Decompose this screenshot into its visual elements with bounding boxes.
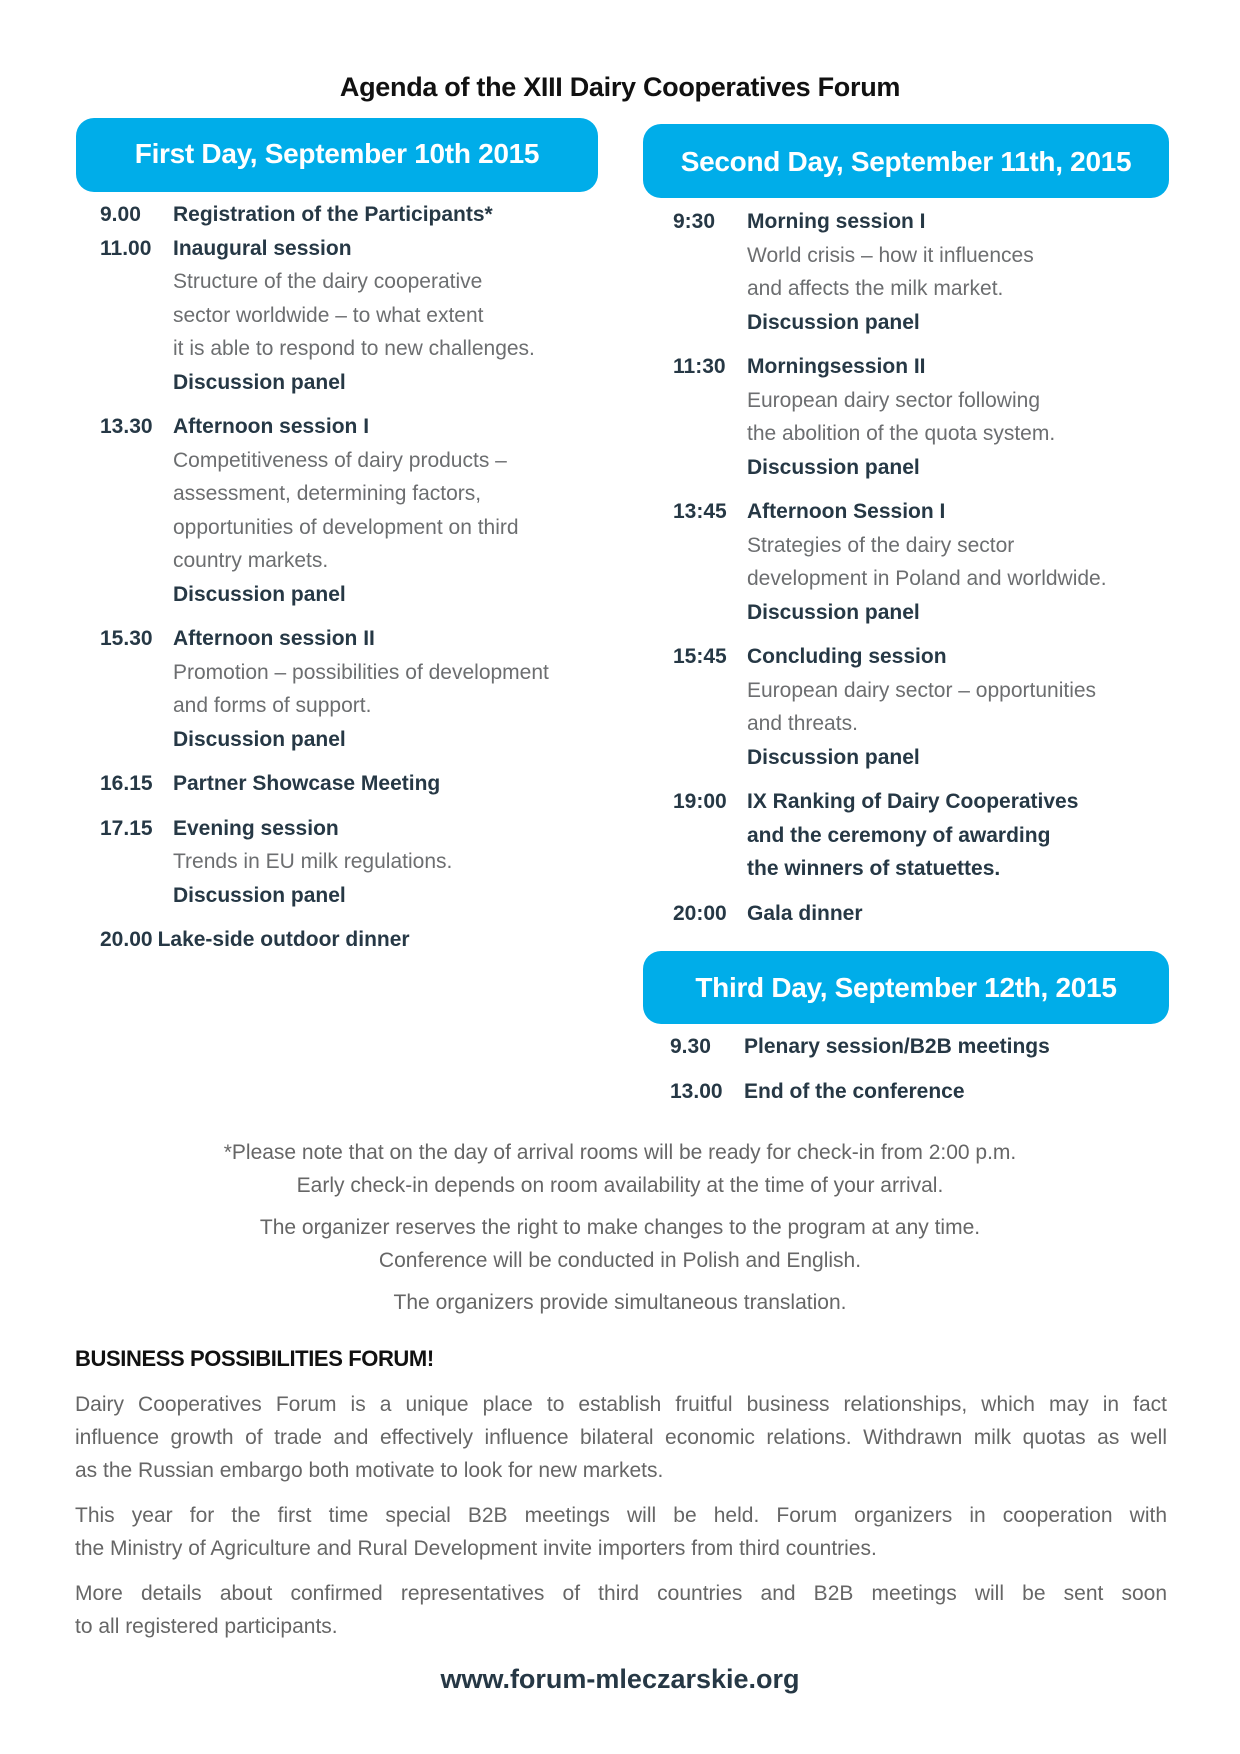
agenda-item <box>100 232 600 400</box>
third-day-agenda <box>670 1030 1170 1119</box>
session-description: sector worldwide – to what extent <box>173 303 484 327</box>
session-description: opportunities of development on third <box>173 515 519 539</box>
session-title: Gala dinner <box>747 901 863 925</box>
agenda-body <box>747 640 1173 774</box>
session-title: Plenary session/B2B meetings <box>744 1035 1050 1058</box>
agenda-body <box>744 1030 1170 1064</box>
business-paragraph <box>75 1499 1167 1565</box>
agenda-time: 11:30 <box>673 355 726 378</box>
session-description: assessment, determining factors, <box>173 482 482 505</box>
session-description: development in Poland and worldwide. <box>747 567 1107 590</box>
agenda-item <box>673 640 1173 774</box>
session-description: European dairy sector following <box>747 388 1040 412</box>
discussion-panel-label: Discussion panel <box>173 883 346 907</box>
agenda-time: 17.15 <box>100 816 153 840</box>
day-banner-third: Third Day, September 12th, 2015 <box>643 951 1169 1024</box>
agenda-time: 20:00 <box>673 901 727 925</box>
session-title: Registration of the Participants* <box>173 203 493 226</box>
agenda-time: 20.00 <box>100 928 153 951</box>
business-line: More details about confirmed representatives of third countries and B2B meetings will be sent soon <box>75 1582 1167 1605</box>
day-banner-first: First Day, September 10th 2015 <box>76 118 598 192</box>
note-line: The organizer reserves the right to make changes to the program at any time. <box>259 1216 981 1239</box>
note-paragraph <box>0 1136 1240 1202</box>
note-paragraph <box>0 1211 1240 1277</box>
session-description: Competitiveness of dairy products – <box>173 448 507 472</box>
agenda-item <box>670 1075 1170 1109</box>
discussion-panel-label: Discussion panel <box>747 745 920 769</box>
discussion-panel-label: Discussion panel <box>173 582 346 606</box>
agenda-time: 15.30 <box>100 627 153 650</box>
session-title: Evening session <box>173 816 339 840</box>
agenda-body <box>173 198 600 232</box>
session-title: and the ceremony of awarding <box>747 823 1051 847</box>
agenda-body <box>747 205 1173 339</box>
agenda-time: 13.00 <box>670 1079 723 1103</box>
agenda-body <box>747 495 1173 629</box>
agenda-time: 16.15 <box>100 772 153 795</box>
session-title: Morning session I <box>747 210 926 233</box>
business-line: This year for the first time special B2B meetings will be held. Forum organizers in cooperation with <box>75 1504 1167 1527</box>
business-paragraph <box>75 1388 1167 1487</box>
agenda-time: 13.30 <box>100 415 153 438</box>
session-description: Promotion – possibilities of development <box>173 660 549 684</box>
agenda-body <box>173 232 600 400</box>
note-paragraph <box>0 1286 1240 1319</box>
agenda-time: 19:00 <box>673 790 727 813</box>
session-title: Afternoon session II <box>173 627 375 650</box>
first-day-agenda <box>100 198 600 968</box>
agenda-item <box>673 205 1173 339</box>
session-description: country markets. <box>173 549 329 572</box>
agenda-time: 15:45 <box>673 645 727 668</box>
session-description: Strategies of the dairy sector <box>747 533 1015 557</box>
business-section-body <box>75 1388 1167 1655</box>
note-line: Conference will be conducted in Polish and English. <box>378 1249 862 1272</box>
session-title: Afternoon session I <box>173 415 370 438</box>
business-line: influence growth of trade and effectively influence bilateral economic relations. Withdrawn milk quotas as well <box>75 1426 1167 1449</box>
business-line: the Ministry of Agriculture and Rural Development invite importers from third countries. <box>75 1537 877 1560</box>
agenda-item <box>673 495 1173 629</box>
agenda-body <box>158 923 600 957</box>
note-line: *Please note that on the day of arrival rooms will be ready for check-in from 2:00 p.m. <box>223 1141 1017 1164</box>
second-day-agenda <box>673 205 1173 941</box>
discussion-panel-label: Discussion panel <box>747 310 920 334</box>
session-title: End of the conference <box>744 1079 965 1103</box>
day-banner-second: Second Day, September 11th, 2015 <box>643 124 1169 198</box>
agenda-time: 11.00 <box>100 236 152 260</box>
agenda-body <box>747 785 1173 886</box>
agenda-time: 13:45 <box>673 500 727 523</box>
agenda-time: 9.30 <box>670 1035 711 1058</box>
business-line: Dairy Cooperatives Forum is a unique place to establish fruitful business relationships, which may in fact <box>75 1393 1167 1416</box>
session-title: Concluding session <box>747 645 947 668</box>
business-line: to all registered participants. <box>75 1615 338 1638</box>
session-title: Inaugural session <box>173 236 352 260</box>
session-description: European dairy sector – opportunities <box>747 678 1097 702</box>
agenda-item <box>673 350 1173 484</box>
website-link[interactable]: www.forum-mleczarskie.org <box>440 1664 800 1694</box>
session-title: Lake-side outdoor dinner <box>157 928 410 951</box>
session-description: World crisis – how it influences <box>747 243 1034 267</box>
session-title: the winners of statuettes. <box>747 857 1001 880</box>
agenda-body <box>173 622 600 756</box>
session-description: and threats. <box>747 712 858 735</box>
session-description: Structure of the dairy cooperative <box>173 270 483 293</box>
agenda-item <box>100 812 600 913</box>
agenda-body <box>173 767 600 801</box>
business-line: as the Russian embargo both motivate to look for new markets. <box>75 1459 664 1482</box>
agenda-item <box>100 923 600 957</box>
agenda-item <box>670 1030 1170 1064</box>
agenda-body <box>747 350 1173 484</box>
agenda-body <box>173 812 600 913</box>
page-title: Agenda of the XIII Dairy Cooperatives Forum <box>339 72 901 102</box>
agenda-time: 9.00 <box>100 203 141 226</box>
agenda-body <box>173 410 600 611</box>
session-title: Partner Showcase Meeting <box>173 772 441 795</box>
session-title: Morningsession II <box>747 355 926 378</box>
agenda-item <box>100 410 600 611</box>
notes-section <box>0 1136 1240 1328</box>
discussion-panel-label: Discussion panel <box>173 370 346 394</box>
agenda-body <box>744 1075 1170 1109</box>
agenda-item <box>100 198 600 232</box>
note-line: Early check-in depends on room availability at the time of your arrival. <box>296 1174 944 1197</box>
agenda-item <box>673 897 1173 931</box>
agenda-item <box>100 767 600 801</box>
session-description: and affects the milk market. <box>747 277 1004 300</box>
session-description: Trends in EU milk regulations. <box>173 850 453 873</box>
discussion-panel-label: Discussion panel <box>747 455 920 479</box>
session-title: Afternoon Session I <box>747 500 946 523</box>
agenda-time: 9:30 <box>673 210 716 233</box>
session-description: it is able to respond to new challenges. <box>173 337 535 360</box>
business-paragraph <box>75 1577 1167 1643</box>
session-title: IX Ranking of Dairy Cooperatives <box>747 790 1079 813</box>
agenda-item <box>673 785 1173 886</box>
note-line: The organizers provide simultaneous translation. <box>393 1291 847 1314</box>
discussion-panel-label: Discussion panel <box>173 727 346 751</box>
session-description: and forms of support. <box>173 694 372 717</box>
discussion-panel-label: Discussion panel <box>747 600 920 624</box>
session-description: the abolition of the quota system. <box>747 422 1056 445</box>
agenda-item <box>100 622 600 756</box>
agenda-body <box>747 897 1173 931</box>
business-section-title: BUSINESS POSSIBILITIES FORUM! <box>75 1346 434 1371</box>
